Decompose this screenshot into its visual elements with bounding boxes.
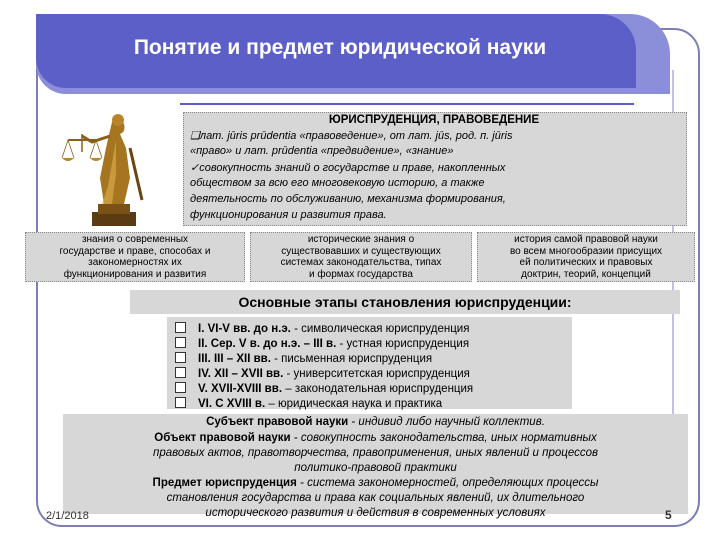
stage-description: – юридическая наука и практика — [265, 398, 443, 410]
subject-label: Субъект правовой науки — [206, 416, 349, 428]
object-line — [63, 432, 688, 444]
object-label: Объект правовой науки — [154, 432, 291, 444]
definition-heading: ЮРИСПРУДЕНЦИЯ, ПРАВОВЕДЕНИЕ — [328, 114, 540, 126]
slide-date: 2/1/2018 — [46, 510, 89, 522]
stage-description: - письменная юриспруденция — [270, 353, 433, 365]
stage-description: – законодательная юриспруденция — [282, 383, 474, 395]
stage-item — [175, 322, 469, 335]
stage-description: - символическая юриспруденция — [290, 323, 470, 335]
stage-description: - университетская юриспруденция — [283, 368, 470, 380]
knowledge-line: и формах государства — [309, 268, 413, 280]
knowledge-line: история самой правовой науки — [514, 234, 658, 245]
knowledge-line: закономерностях их — [88, 257, 182, 268]
stage-period: V. XVII-XVIII вв. — [198, 383, 283, 395]
checkbox-bullet-icon — [175, 352, 186, 363]
checkbox-bullet-icon — [175, 337, 186, 348]
definition-line: «право» и лат. prūdentia «предвидение», «знание» — [190, 145, 454, 157]
subject-text: - индивид либо научный коллектив. — [348, 416, 545, 428]
stage-item — [175, 397, 442, 410]
stage-item — [175, 352, 432, 365]
checkbox-bullet-icon — [175, 397, 186, 408]
knowledge-line: исторические знания о — [307, 234, 415, 245]
knowledge-box-historical — [250, 232, 472, 282]
knowledge-line: ей политических и правовых — [519, 257, 653, 268]
stage-period: VI. С XVIII в. — [198, 398, 266, 410]
definition-line: функционирования и развития права. — [190, 209, 387, 221]
knowledge-box-science-history — [477, 232, 695, 282]
knowledge-line: существовавших и существующих — [281, 245, 441, 257]
knowledge-line: знания о современных — [81, 234, 189, 245]
stage-item — [175, 337, 469, 350]
knowledge-box-modern — [25, 232, 245, 282]
stage-period: III. III – XII вв. — [198, 353, 271, 365]
predmet-label: Предмет юриспруденция — [152, 477, 297, 489]
page-title: Понятие и предмет юридической науки — [133, 36, 547, 59]
definition-line: деятельность по обслуживанию, механизма формирования, — [190, 193, 506, 205]
stages-title: Основные этапы становления юриспруденции: — [238, 294, 572, 310]
checkbox-bullet-icon — [175, 367, 186, 378]
object-text: - совокупность законодательства, иных нормативных — [290, 432, 597, 444]
stage-period: II. Сер. V в. до н.э. – III в. — [198, 338, 337, 350]
definition-line: обществом за всю его многовековую историю, а также — [190, 177, 485, 189]
definition-line: ✓совокупность знаний о государстве и праве, накопленных — [190, 162, 506, 174]
themis-statue-icon — [50, 100, 180, 230]
knowledge-line: государстве и праве, способах и — [59, 245, 211, 257]
predmet-text: - система закономерностей, определяющих процессы — [296, 477, 599, 489]
definition-line: ❑лат. jūris prūdentia «правоведение», от лат. jūs, род. п. jūris — [190, 130, 513, 142]
predmet-continuation: становления государства и права как социальных явлений, их длительного — [166, 492, 585, 504]
stage-item — [175, 382, 473, 395]
object-continuation: правовых актов, правотворчества, правоприменения, иных явлений и процессов — [152, 447, 598, 459]
predmet-continuation: исторического развития и действия в современных условиях — [205, 507, 546, 519]
knowledge-line: системах законодательства, типах — [280, 257, 442, 268]
knowledge-line: доктрин, теорий, концепций — [521, 268, 651, 280]
checkbox-bullet-icon — [175, 382, 186, 393]
subject-line — [63, 416, 688, 428]
page-number: 5 — [665, 508, 672, 522]
knowledge-line: функционирования и развития — [63, 268, 207, 280]
stage-period: IV. XII – XVII вв. — [198, 368, 284, 380]
stage-period: I. VI-V вв. до н.э. — [198, 323, 291, 335]
predmet-line — [63, 477, 688, 489]
stage-description: - устная юриспруденция — [336, 338, 470, 350]
knowledge-line: во всем многообразии присущих — [509, 245, 663, 257]
stage-item — [175, 367, 470, 380]
object-continuation: политико-правовой практики — [294, 462, 457, 474]
checkbox-bullet-icon — [175, 322, 186, 333]
